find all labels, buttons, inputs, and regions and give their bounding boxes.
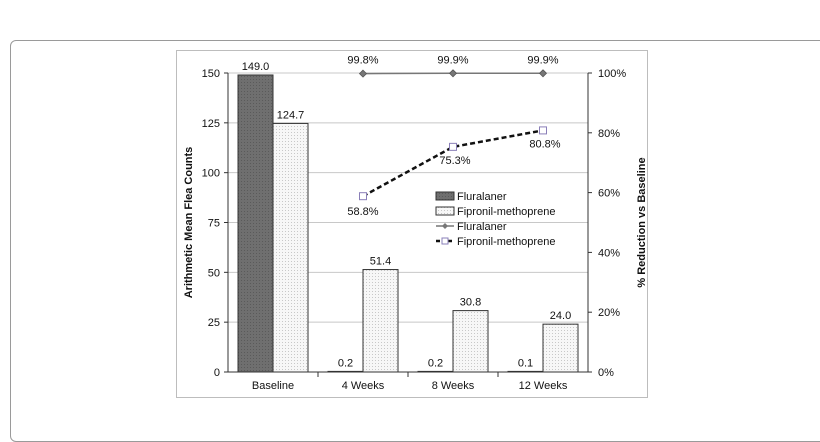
y-tick-label: 0 bbox=[214, 367, 220, 379]
bar-data-label: 124.7 bbox=[277, 109, 305, 121]
legend-marker-diamond bbox=[442, 223, 448, 229]
line-marker-diamond bbox=[450, 70, 457, 77]
y-tick-label: 125 bbox=[202, 118, 220, 130]
legend-label: Fipronil-methoprene bbox=[457, 206, 555, 218]
y-tick-label: 75 bbox=[208, 218, 220, 230]
y2-tick-label: 80% bbox=[598, 128, 620, 140]
y-tick-label: 150 bbox=[202, 68, 220, 80]
legend-label: Fipronil-methoprene bbox=[457, 236, 555, 248]
line-data-label: 99.8% bbox=[347, 55, 378, 67]
bar-fipronil-methoprene bbox=[273, 123, 308, 372]
bar-data-label: 51.4 bbox=[370, 256, 391, 268]
legend-marker-square bbox=[442, 238, 448, 244]
y2-tick-label: 0% bbox=[598, 367, 614, 379]
legend-label: Fluralaner bbox=[457, 221, 507, 233]
line-data-label: 75.3% bbox=[439, 155, 470, 167]
y-tick-label: 50 bbox=[208, 267, 220, 279]
bar-fluralaner bbox=[238, 75, 273, 372]
line-marker-diamond bbox=[540, 70, 547, 77]
y2-tick-label: 100% bbox=[598, 68, 626, 80]
line-marker-square bbox=[450, 143, 457, 150]
line-data-label: 99.9% bbox=[527, 54, 558, 66]
x-tick-label: 12 Weeks bbox=[519, 380, 568, 392]
legend-swatch-bar bbox=[436, 207, 454, 215]
line-marker-square bbox=[540, 127, 547, 134]
bar-fipronil-methoprene bbox=[363, 270, 398, 372]
x-tick-label: Baseline bbox=[252, 380, 294, 392]
line-data-label: 80.8% bbox=[529, 138, 560, 150]
y-axis-title: Arithmetic Mean Flea Counts bbox=[183, 147, 195, 299]
legend-swatch-bar bbox=[436, 192, 454, 200]
bar-data-label: 0.2 bbox=[338, 357, 353, 369]
y-tick-label: 100 bbox=[202, 168, 220, 180]
bar-data-label: 149.0 bbox=[242, 61, 270, 73]
bar-data-label: 0.2 bbox=[428, 357, 443, 369]
bar-fipronil-methoprene bbox=[543, 324, 578, 372]
x-tick-label: 8 Weeks bbox=[432, 380, 475, 392]
bar-fluralaner bbox=[508, 371, 543, 372]
bar-data-label: 24.0 bbox=[550, 310, 571, 322]
y2-tick-label: 60% bbox=[598, 188, 620, 200]
line-data-label: 58.8% bbox=[347, 206, 378, 218]
y2-tick-label: 40% bbox=[598, 247, 620, 259]
legend-label: Fluralaner bbox=[457, 191, 507, 203]
y2-axis-title: % Reduction vs Baseline bbox=[636, 157, 648, 287]
bar-data-label: 0.1 bbox=[518, 357, 533, 369]
y2-tick-label: 20% bbox=[598, 307, 620, 319]
x-tick-label: 4 Weeks bbox=[342, 380, 385, 392]
bar-fipronil-methoprene bbox=[453, 311, 488, 372]
line-marker-diamond bbox=[360, 70, 367, 77]
line-data-label: 99.9% bbox=[437, 54, 468, 66]
bar-data-label: 30.8 bbox=[460, 297, 481, 309]
y-tick-label: 25 bbox=[208, 317, 220, 329]
line-marker-square bbox=[360, 193, 367, 200]
bar-fluralaner bbox=[328, 371, 363, 372]
bar-fluralaner bbox=[418, 371, 453, 372]
